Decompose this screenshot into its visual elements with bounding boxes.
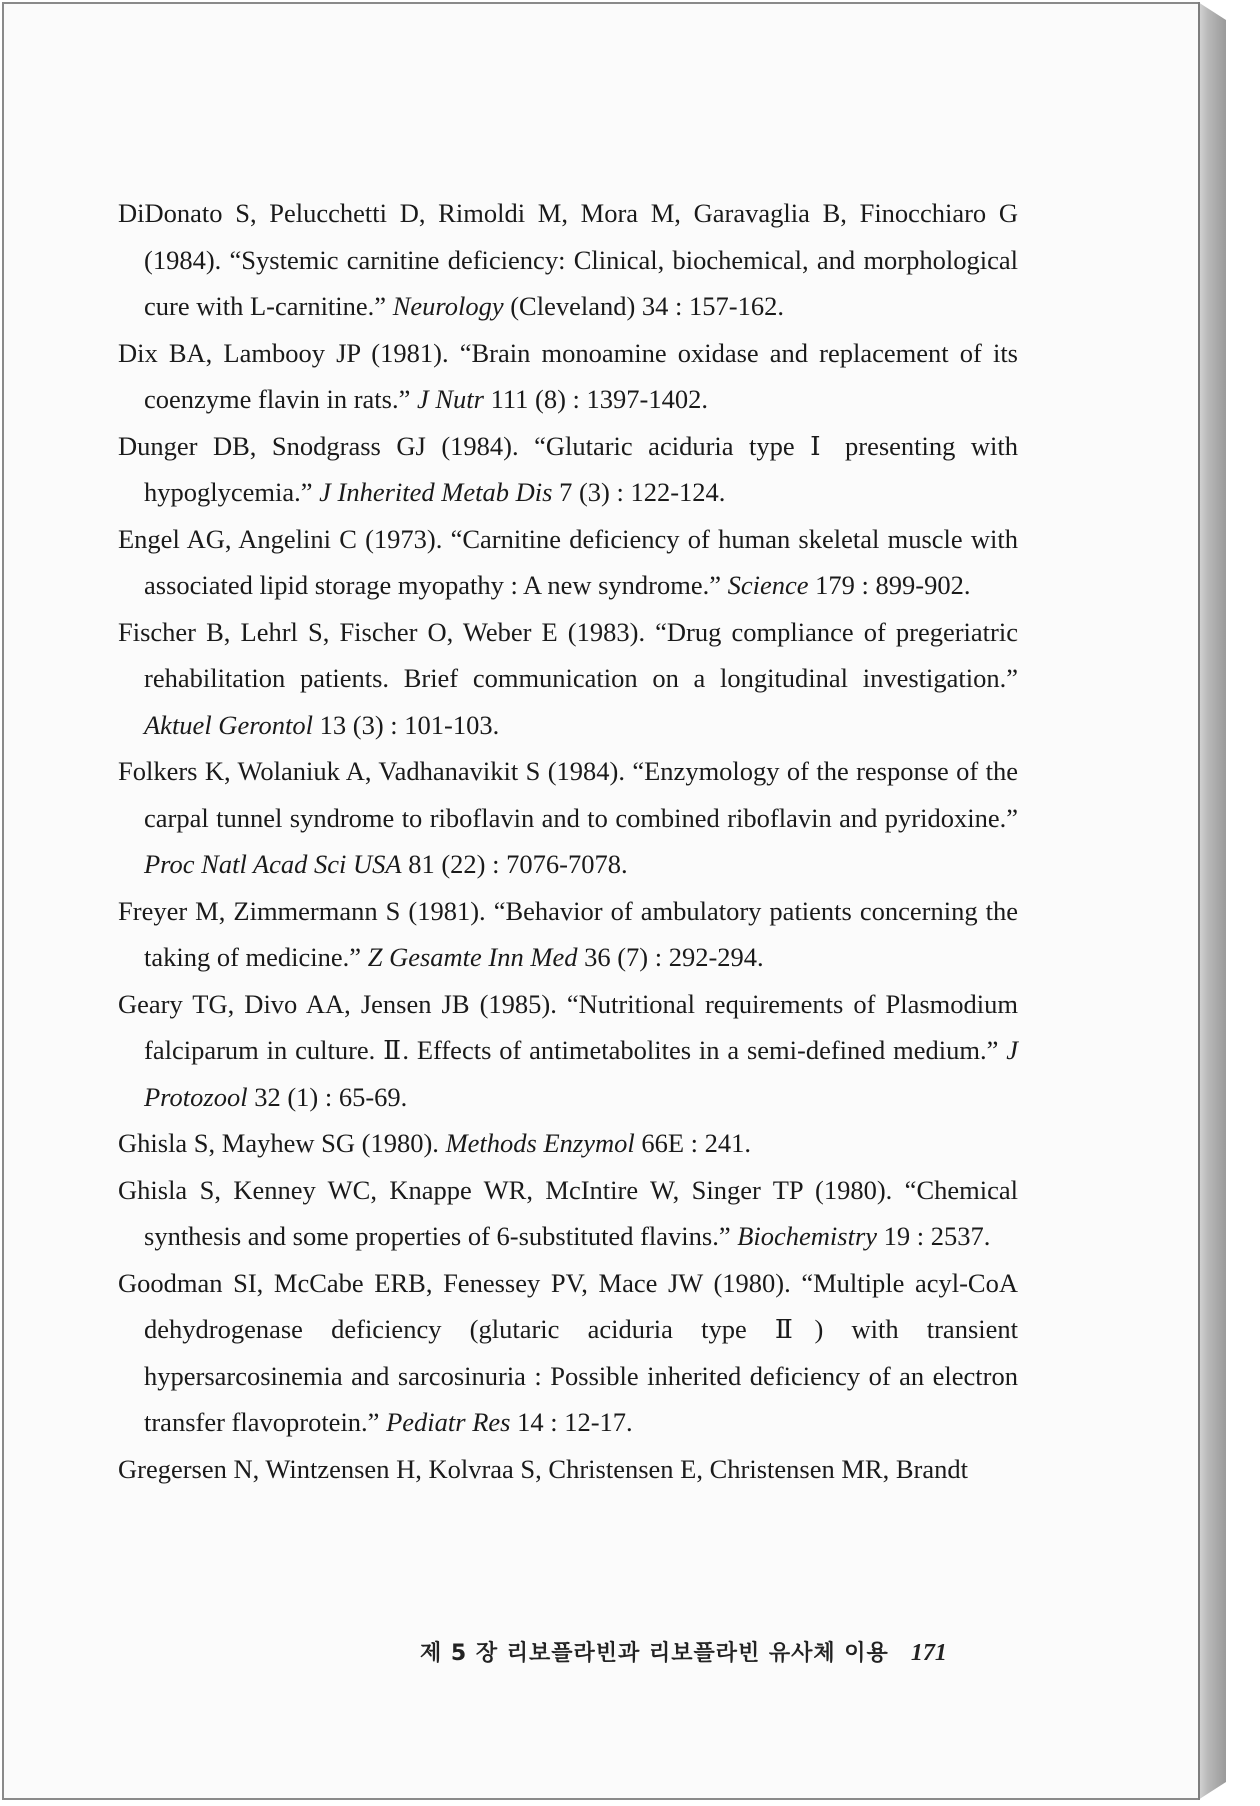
reference-text: Ghisla S, Mayhew SG (1980).: [118, 1128, 446, 1158]
reference-text: Goodman SI, McCabe ERB, Fenessey PV, Mace JW (1980). “Multiple acyl-CoA dehydrogenase deficiency (glutaric aciduria type Ⅱ) with transient hypersarcosinemia and sarcosinuria : Possible inherited deficiency of an electron transfer flavoprotein.”: [118, 1267, 1018, 1437]
reference-entry: [118, 981, 1018, 1121]
journal-name: Biochemistry: [737, 1221, 878, 1251]
reference-citation: 36 (7) : 292-294.: [577, 942, 764, 972]
reference-entry: [118, 423, 1018, 516]
running-footer: [420, 1636, 980, 1667]
reference-entry: [118, 888, 1018, 981]
reference-citation: 14 : 12-17.: [510, 1407, 633, 1437]
page-edge-line: [1198, 2, 1200, 1800]
reference-entry: [118, 190, 1018, 330]
reference-citation: 32 (1) : 65-69.: [247, 1081, 408, 1112]
reference-citation: 7 (3) : 122-124.: [552, 477, 726, 507]
reference-entry: [118, 330, 1018, 423]
journal-name: J Inherited Metab Dis: [319, 477, 553, 507]
reference-text: Ghisla S, Kenney WC, Knappe WR, McIntire W, Singer TP (1980). “Chemical synthesis and some properties of 6-substituted flavins.”: [118, 1174, 1018, 1251]
reference-text: Engel AG, Angelini C (1973). “Carnitine deficiency of human skeletal muscle with associated lipid storage myopathy : A new syndrome.”: [118, 523, 1018, 600]
reference-entry: [118, 1120, 1018, 1167]
reference-citation: 81 (22) : 7076-7078.: [401, 849, 628, 879]
reference-entry: [118, 1167, 1018, 1260]
journal-name: Pediatr Res: [386, 1407, 511, 1437]
reference-text: Gregersen N, Wintzensen H, Kolvraa S, Christensen E, Christensen MR, Brandt: [118, 1453, 968, 1484]
page-number: 171: [910, 1640, 947, 1666]
reference-entry: [118, 748, 1018, 888]
reference-citation: 19 : 2537.: [877, 1221, 991, 1251]
reference-entry: [118, 1260, 1018, 1446]
journal-name: J Nutr: [416, 384, 484, 414]
journal-name: Z Gesamte Inn Med: [367, 942, 578, 972]
reference-text: Folkers K, Wolaniuk A, Vadhanavikit S (1984). “Enzymology of the response of the carpal tunnel syndrome to riboflavin and to combined riboflavin and pyridoxine.”: [118, 756, 1018, 833]
reference-citation: 13 (3) : 101-103.: [313, 709, 500, 740]
reference-citation: (Cleveland) 34 : 157-162.: [503, 291, 784, 321]
reference-text: DiDonato S, Pelucchetti D, Rimoldi M, Mora M, Garavaglia B, Finocchiaro G (1984). “Systemic carnitine deficiency: Clinical, biochemical, and morphological cure with L-carnitine.”: [118, 198, 1018, 321]
journal-name: Aktuel Gerontol: [144, 709, 314, 740]
reference-entry: [118, 516, 1018, 609]
journal-name: Methods Enzymol: [445, 1128, 635, 1158]
reference-text: Dix BA, Lambooy JP (1981). “Brain monoamine oxidase and replacement of its coenzyme flavin in rats.”: [118, 337, 1018, 414]
reference-text: Freyer M, Zimmermann S (1981). “Behavior of ambulatory patients concerning the taking of medicine.”: [118, 895, 1018, 972]
chapter-title: 제 5 장 리보플라빈과 리보플라빈 유사체 이용: [420, 1641, 889, 1666]
journal-name: Science: [727, 570, 809, 600]
page-edge: [1198, 2, 1226, 1800]
reference-text: Fischer B, Lehrl S, Fischer O, Weber E (1983). “Drug compliance of pregeriatric rehabilitation patients. Brief communication on a longitudinal investigation.”: [118, 616, 1018, 693]
journal-name: Proc Natl Acad Sci USA: [144, 849, 402, 879]
reference-text: Geary TG, Divo AA, Jensen JB (1985). “Nutritional requirements of Plasmodium falciparum in culture. Ⅱ. Effects of antimetabolites in a semi-defined medium.”: [118, 988, 1018, 1065]
reference-citation: 179 : 899-902.: [808, 570, 971, 600]
reference-citation: 111 (8) : 1397-1402.: [483, 384, 708, 414]
journal-name: J Protozool: [144, 1035, 1018, 1112]
reference-entry: [118, 1446, 1018, 1493]
reference-text: Dunger DB, Snodgrass GJ (1984). “Glutaric aciduria type Ⅰ presenting with hypoglycemia.”: [118, 430, 1018, 507]
reference-citation: 66E : 241.: [634, 1128, 752, 1158]
reference-list: [118, 190, 1018, 1492]
journal-name: Neurology: [392, 291, 504, 321]
reference-entry: [118, 609, 1018, 749]
